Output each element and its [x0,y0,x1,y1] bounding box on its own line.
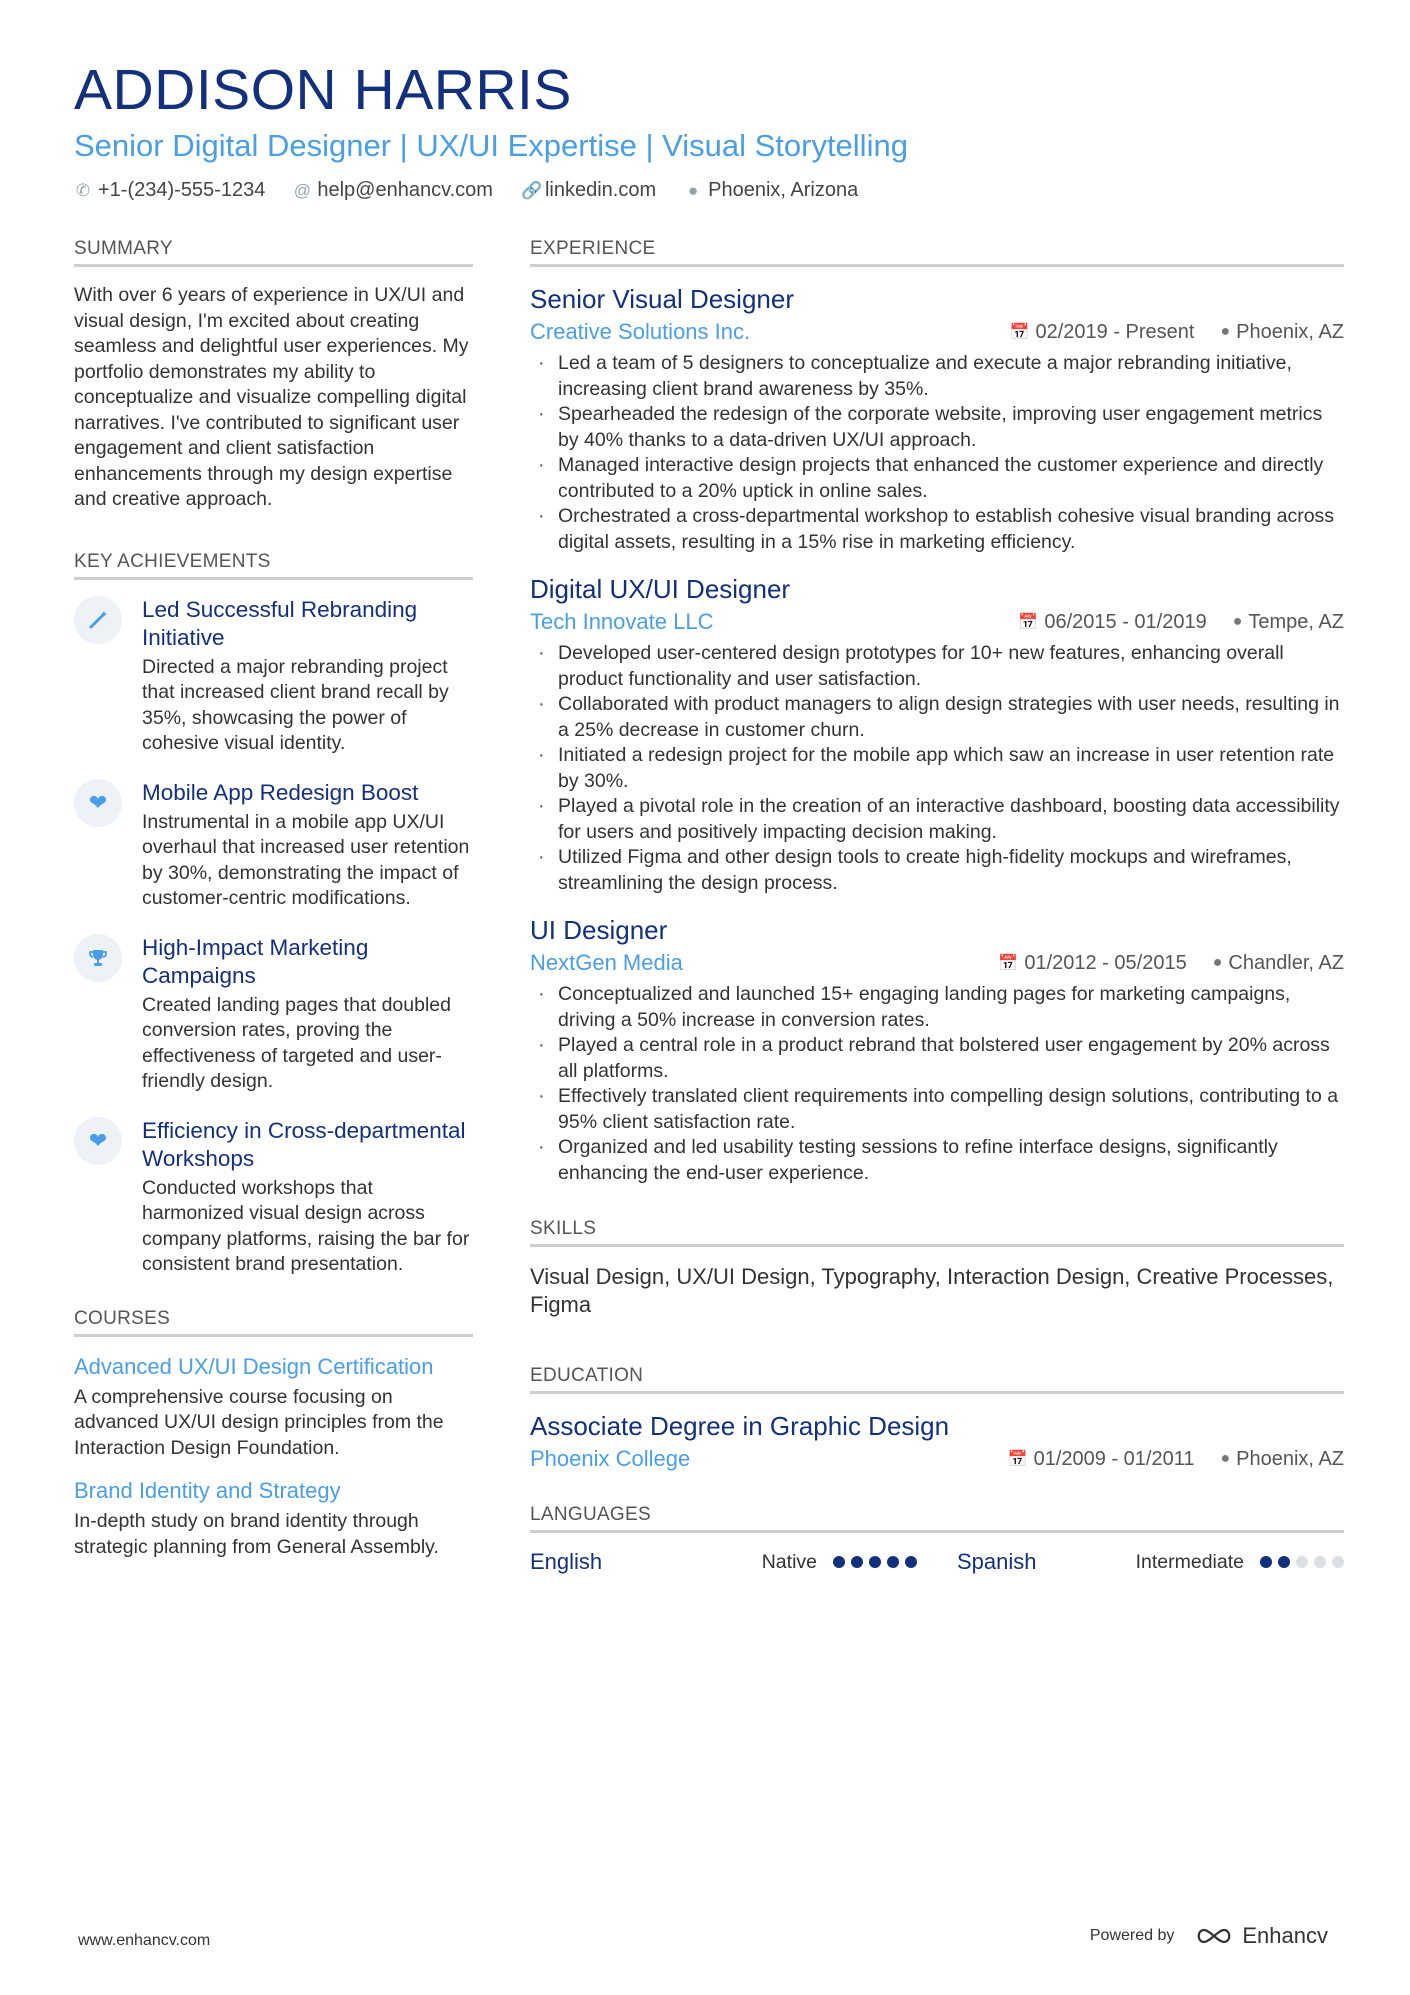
rating-dot [851,1556,863,1568]
brand-logo[interactable] [1194,1923,1328,1949]
job-location: Tempe, AZ [1248,610,1344,633]
education-location: Phoenix, AZ [1236,1447,1344,1470]
calendar-icon: 📅 [1018,614,1039,631]
rating-dot [1332,1556,1344,1568]
infinity-icon [1194,1926,1234,1946]
job-bullet: · Initiated a redesign project for the mobile app which saw an increase in user retention rate by 30%. [530,743,1344,794]
job-bullets [530,982,1344,1186]
job-bullet: · Managed interactive design projects that enhanced the customer experience and directly contributed to a 20% uptick in online sales. [530,453,1344,504]
summary-heading: SUMMARY [74,238,473,267]
course-desc: A comprehensive course focusing on advanced UX/UI design principles from the Interaction Design Foundation. [74,1385,444,1459]
languages-heading: LANGUAGES [530,1504,1344,1533]
contact-linkedin[interactable] [521,179,656,202]
contact-phone-text: +1-(234)-555-1234 [98,179,266,202]
calendar-icon: 📅 [998,955,1019,972]
heart-icon: ❤ [74,1117,122,1165]
language-name: English [530,1549,603,1574]
achievement-desc: Conducted workshops that harmonized visual design across company platforms, raising the bar for consistent brand presentation. [142,1176,470,1275]
heart-icon: ❤ [74,779,122,827]
summary-section [74,238,473,513]
phone-icon: ✆ [75,180,91,200]
job-entry [530,283,1344,555]
achievement-desc: Created landing pages that doubled conversion rates, proving the effectiveness of targeted and user-friendly design. [142,993,451,1092]
job-location: Phoenix, AZ [1236,320,1344,343]
course-title: Advanced UX/UI Design Certification [74,1353,434,1379]
rating-dot [833,1556,845,1568]
link-icon: 🔗 [520,180,543,200]
job-title: Senior Visual Designer [530,284,794,314]
job-location: Chandler, AZ [1228,951,1344,974]
contact-location-text: Phoenix, Arizona [708,179,859,202]
job-bullet: · Conceptualized and launched 15+ engaging landing pages for marketing campaigns, driving a 50% increase in conversion rates. [530,982,1344,1033]
achievement-title: Efficiency in Cross-departmental Workshops [142,1117,466,1171]
job-dates: 01/2012 - 05/2015 [1024,951,1187,974]
language-item [957,1549,1344,1575]
left-column [74,238,473,1576]
course-item [74,1477,473,1560]
company-name: Creative Solutions Inc. [530,319,751,344]
education-heading: EDUCATION [530,1365,1344,1394]
location-pin-icon: ● [1212,954,1223,971]
job-bullets [530,641,1344,896]
rating-dot [887,1556,899,1568]
job-title: UI Designer [530,915,668,945]
rating-dot [869,1556,881,1568]
experience-heading: EXPERIENCE [530,238,1344,267]
achievement-title: Mobile App Redesign Boost [142,779,419,805]
education-dates: 01/2009 - 01/2011 [1033,1447,1195,1470]
language-level: Intermediate [1135,1550,1244,1573]
courses-section [74,1308,473,1561]
footer-branding [1090,1923,1328,1949]
brand-name: Enhancv [1242,1923,1328,1948]
footer-website[interactable]: www.enhancv.com [78,1932,211,1949]
achievement-desc: Directed a major rebranding project that increased client brand recall by 35%, showcasing the power of cohesive visual identity. [142,655,449,754]
language-name: Spanish [957,1549,1037,1574]
location-pin-icon: ● [1220,323,1231,340]
calendar-icon: 📅 [1009,324,1030,341]
contact-phone[interactable] [74,179,265,202]
job-bullet: · Played a pivotal role in the creation of an interactive dashboard, boosting data accessibility for users and positively impacting decision making. [530,794,1344,845]
company-name: NextGen Media [530,950,683,975]
achievement-desc: Instrumental in a mobile app UX/UI overhaul that increased user retention by 30%, demonstrating the impact of customer-centric modifications. [142,810,470,909]
job-bullet: · Utilized Figma and other design tools to create high-fidelity mockups and wireframes, streamlining the design process. [530,845,1344,896]
skills-text: Visual Design, UX/UI Design, Typography, Interaction Design, Creative Processes, Figma [530,1264,1334,1317]
achievement-item [74,596,473,757]
education-section [530,1365,1344,1472]
languages-section [530,1504,1344,1575]
achievement-title: Led Successful Rebranding Initiative [142,596,418,650]
job-dates: 02/2019 - Present [1035,320,1195,343]
resume-header [74,58,1344,1574]
job-dates: 06/2015 - 01/2019 [1044,610,1207,633]
language-rating [833,1556,917,1568]
job-entry [530,573,1344,896]
rating-dot [1296,1556,1308,1568]
degree-title: Associate Degree in Graphic Design [530,1411,950,1441]
experience-section [530,238,1344,1186]
course-desc: In-depth study on brand identity through strategic planning from General Assembly. [74,1510,439,1558]
contact-bar [74,179,1344,202]
job-bullet: · Spearheaded the redesign of the corporate website, improving user engagement metrics by 40% thanks to a data-driven UX/UI approach. [530,402,1344,453]
job-entry [530,914,1344,1186]
job-bullet: · Orchestrated a cross-departmental workshop to establish cohesive visual branding across digital assets, resulting in a 15% rise in marketing efficiency. [530,504,1344,555]
school-name: Phoenix College [530,1446,691,1471]
contact-linkedin-text: linkedin.com [544,179,657,202]
job-bullet: · Organized and led usability testing sessions to refine interface designs, significantly enhancing the end-user experience. [530,1135,1344,1186]
language-rating [1260,1556,1344,1568]
achievement-item [74,779,473,912]
contact-email[interactable] [293,179,493,202]
calendar-icon: 📅 [1007,1451,1028,1468]
job-title: Digital UX/UI Designer [530,574,791,604]
language-item [530,1549,917,1575]
trophy-icon [74,934,122,982]
course-item [74,1353,473,1462]
job-bullet: · Developed user-centered design prototypes for 10+ new features, enhancing overall product functionality and user satisfaction. [530,641,1344,692]
location-pin-icon: ● [1220,1450,1231,1467]
job-bullets [530,351,1344,555]
achievement-title: High-Impact Marketing Campaigns [142,934,369,988]
powered-by-text: Powered by [1089,1927,1175,1944]
achievement-item [74,934,473,1095]
rating-dot [1278,1556,1290,1568]
candidate-name: ADDISON HARRIS [74,58,572,122]
achievements-heading: KEY ACHIEVEMENTS [74,551,473,580]
rating-dot [1260,1556,1272,1568]
job-bullet: · Effectively translated client requirements into compelling design solutions, contributing to a 95% client satisfaction rate. [530,1084,1344,1135]
at-icon: @ [293,180,311,200]
contact-email-text: help@enhancv.com [317,179,493,202]
achievement-item [74,1117,473,1278]
job-bullet: · Led a team of 5 designers to conceptualize and execute a major rebranding initiative, increasing client brand awareness by 35%. [530,351,1344,402]
candidate-headline: Senior Digital Designer | UX/UI Expertise | Visual Storytelling [74,128,908,163]
course-title: Brand Identity and Strategy [74,1478,341,1503]
courses-heading: COURSES [74,1308,473,1337]
contact-location [684,179,858,202]
magic-wand-icon [74,596,122,644]
skills-heading: SKILLS [530,1218,1344,1247]
right-column [530,238,1344,1575]
achievements-section [74,551,473,1278]
rating-dot [905,1556,917,1568]
language-level: Native [761,1550,817,1573]
job-bullet: · Played a central role in a product rebrand that bolstered user engagement by 20% across all platforms. [530,1033,1344,1084]
skills-section [530,1218,1344,1319]
location-pin-icon: ● [1232,613,1243,630]
job-bullet: · Collaborated with product managers to align design strategies with user needs, resulting in a 25% decrease in customer churn. [530,692,1344,743]
summary-text: With over 6 years of experience in UX/UI and visual design, I'm excited about creating seamless and delightful user experiences. My portfolio demonstrates my ability to conceptualize and visualize compelling digital narratives. I've contributed to significant user engagement and client satisfaction enhancements through my design expertise and creative approach. [74,284,469,510]
location-pin-icon: ● [687,180,699,200]
company-name: Tech Innovate LLC [530,609,714,634]
rating-dot [1314,1556,1326,1568]
